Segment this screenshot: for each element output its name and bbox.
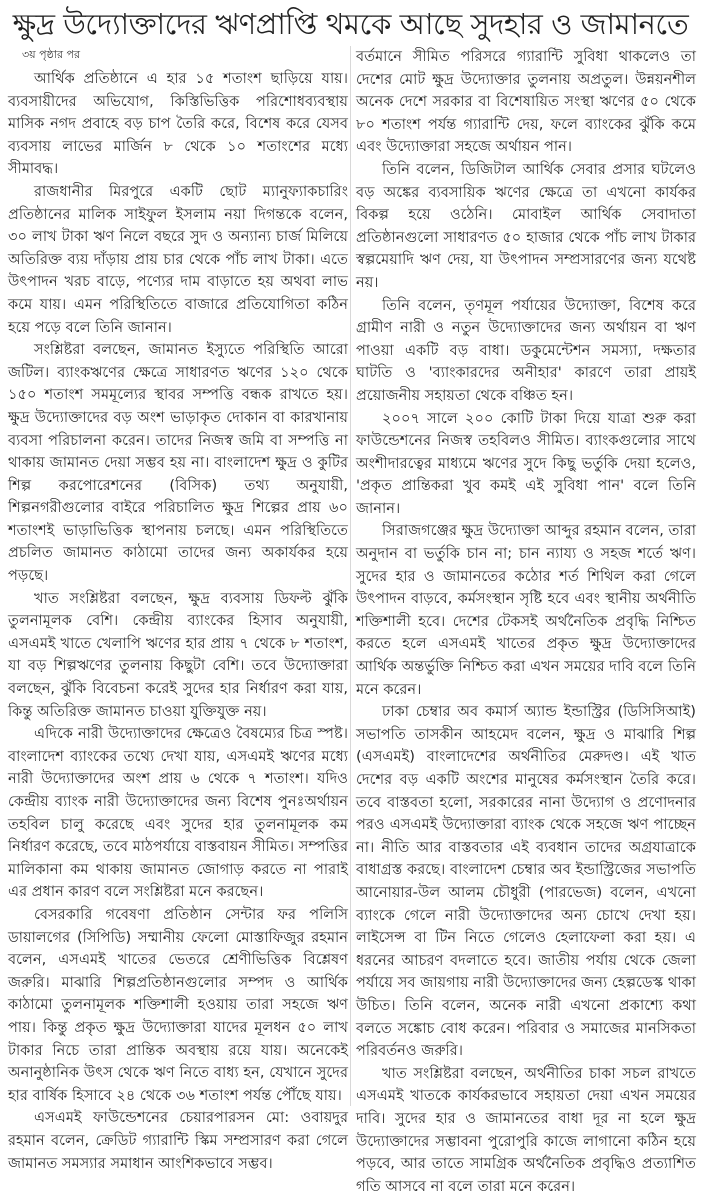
paragraph: সংশ্লিষ্টরা বলছেন, জামানত ইস্যুতে পরিস্থিতি আরো জটিল। ব্যাংকঋণের ক্ষেত্রে সাধারণত ঋণের ১২০ থেকে ১৫০ শতাংশ সমমূল্যের স্থাবর সম্পত্তি বন্ধক রাখতে হয়। ক্ষুদ্র উদ্যোক্তাদের বড় অংশ ভাড়াকৃত দোকান বা কারখানায় ব্যবসা পরিচালনা করেন। তাদের নিজস্ব জমি বা সম্পত্তি না থাকায় জামানত দেয়া সম্ভব হয় না। বাংলাদেশ ক্ষুদ্র ও কুটির শিল্প করপোরেশনের (বিসিক) তথ্য অনুযায়ী, শিল্পনগরীগুলোর বাইরে পরিচালিত ক্ষুদ্র শিল্পের প্রায় ৬০ শতাংশই ভাড়াভিত্তিক স্থাপনায় চলছে। এমন পরিস্থিতিতে প্রচলিত জামানত কাঠামো তাদের জন্য অকার্যকর হয়ে পড়ছে। [8,341,348,585]
paragraph: এসএমই ফাউন্ডেশনের চেয়ারপারসন মো: ওবায়দুর রহমান বলেন, ক্রেডিট গ্যারান্টি স্কিম সম্প্রসারণ করা গেলে জামানত সমস্যার সমাধান আংশিকভাবে সম্ভব। [8,1109,348,1172]
paragraph: ঢাকা চেম্বার অব কমার্স অ্যান্ড ইন্ডাস্ট্রির (ডিসিসিআই) সভাপতি তাসকীন আহমেদ বলেন, ক্ষুদ্র ও মাঝারি শিল্প (এসএমই) বাংলাদেশের অর্থনীতির মেরুদণ্ড। এই খাত দেশের বড় একটি অংশের মানুষের কর্মসংস্থান তৈরি করে। তবে বাস্তবতা হলো, সরকারের নানা উদ্যোগ ও প্রণোদনার পরও এসএমই উদ্যোক্তারা ব্যাংক থেকে সহজে ঋণ পাচ্ছেন না। নীতি আর বাস্তবতার এই ব্যবধান তাদের অগ্রযাত্রাকে বাধাগ্রস্ত করছে। বাংলাদেশ চেম্বার অব ইন্ডাস্ট্রিজের সভাপতি আনোয়ার-উল আলম চৌধুরী (পারভেজ) বলেন, এখনো ব্যাংকে গেলে নারী উদ্যোক্তাদের অন্য চোখে দেখা হয়। লাইসেন্স বা টিন নিতে গেলেও হেলাফেলা করা হয়। এ ধরনের আচরণ বদলাতে হবে। জাতীয় পর্যায় থেকে জেলা পর্যায়ে সব জায়গায় নারী উদ্যোক্তাদের জন্য হেল্পডেস্ক থাকা উচিত। তিনি বলেন, অনেক নারী এখনো প্রকাশ্যে কথা বলতে সঙ্কোচ বোধ করেন। পরিবার ও সমাজের মানসিকতা পরিবর্তনও জরুরি। [356,703,696,1060]
paragraph: খাত সংশ্লিষ্টরা বলছেন, ক্ষুদ্র ব্যবসায় ডিফল্ট ঝুঁকি তুলনামূলক বেশি। কেন্দ্রীয় ব্যাংকের হিসাব অনুযায়ী, এসএমই খাতে খেলাপি ঋণের হার প্রায় ৭ থেকে ৮ শতাংশ, যা বড় শিল্পঋণের তুলনায় কিছুটা বেশি। তবে উদ্যোক্তারা বলছেন, ঝুঁকি বিবেচনা করেই সুদের হার নির্ধারণ করা যায়, কিন্তু অতিরিক্ত জামানত চাওয়া যুক্তিযুক্ত নয়। [8,589,348,720]
paragraph: বর্তমানে সীমিত পরিসরে গ্যারান্টি সুবিধা থাকলেও তা দেশের মোট ক্ষুদ্র উদ্যোক্তার তুলনায় অপ্রতুল। উন্নয়নশীল অনেক দেশে সরকার বা বিশেষায়িত সংস্থা ঋণের ৫০ থেকে ৮০ শতাংশ পর্যন্ত গ্যারান্টি দেয়, ফলে ব্যাংকের ঝুঁকি কমে এবং উদ্যোক্তারা সহজে অর্থায়ন পান। [356,48,696,156]
column-divider [350,46,351,1106]
continuation-kicker: ৩য় পৃষ্ঠার পর [22,48,81,61]
paragraph: রাজধানীর মিরপুরে একটি ছোট ম্যানুফ্যাকচারিং প্রতিষ্ঠানের মালিক সাইফুল ইসলাম নয়া দিগন্তকে বলেন, ৩০ লাখ টাকা ঋণ নিলে বছরে সুদ ও অন্যান্য চার্জ মিলিয়ে অতিরিক্ত ব্যয় দাঁড়ায় প্রায় চার থেকে পাঁচ লাখ টাকা। এতে উৎপাদন খরচ বাড়ে, পণ্যের দাম বাড়াতে হয় অথবা লাভ কমে যায়। এমন পরিস্থিতিতে বাজারে প্রতিযোগিতা কঠিন হয়ে পড়ে বলে তিনি জানান। [8,182,348,336]
headline: ক্ষুদ্র উদ্যোক্তাদের ঋণপ্রাপ্তি থমকে আছে সুদহার ও জামানতে [12,7,689,41]
paragraph: তিনি বলেন, তৃণমূল পর্যায়ের উদ্যোক্তা, বিশেষ করে গ্রামীণ নারী ও নতুন উদ্যোক্তাদের জন্য অর্থায়ন বা ঋণ পাওয়া একটি বড় বাধা। ডকুমেন্টেশন সমস্যা, দক্ষতার ঘাটতি ও 'ব্যাংকারদের অনীহার' কারণে তারা প্রায়ই প্রয়োজনীয় সহায়তা থেকে বঞ্চিত হন। [356,296,696,404]
paragraph: আর্থিক প্রতিষ্ঠানে এ হার ১৫ শতাংশ ছাড়িয়ে যায়। ব্যবসায়ীদের অভিযোগ, কিস্তিভিত্তিক পরিশোধব্যবস্থায় মাসিক নগদ প্রবাহে বড় চাপ তৈরি করে, বিশেষ করে যেসব ব্যবসায় লাভের মার্জিন ৮ থেকে ১০ শতাংশের মধ্যে সীমাবদ্ধ। [8,70,348,178]
left-column [8,46,348,1175]
paragraph: এদিকে নারী উদ্যোক্তাদের ক্ষেত্রেও বৈষম্যের চিত্র স্পষ্ট। বাংলাদেশ ব্যাংকের তথ্যে দেখা যায়, এসএমই ঋণের মধ্যে নারী উদ্যোক্তাদের অংশ প্রায় ৬ থেকে ৭ শতাংশ। যদিও কেন্দ্রীয় ব্যাংক নারী উদ্যোক্তাদের জন্য বিশেষ পুনঃঅর্থায়ন তহবিল চালু করেছে এবং সুদের হার তুলনামূলক কম নির্ধারণ করেছে, তবে মাঠপর্যায়ে বাস্তবায়ন সীমিত। সম্পত্তির মালিকানা কম থাকায় জামানত জোগাড় করতে না পারাই এর প্রধান কারণ বলে সংশ্লিষ্টরা মনে করছেন। [8,725,348,901]
paragraph: খাত সংশ্লিষ্টরা বলছেন, অর্থনীতির চাকা সচল রাখতে এসএমই খাতকে কার্যকরভাবে সহায়তা দেয়া এখন সময়ের দাবি। সুদের হার ও জামানতের বাধা দূর না হলে ক্ষুদ্র উদ্যোক্তাদের সম্ভাবনা পুরোপুরি কাজে লাগানো কঠিন হয়ে পড়বে, আর তাতে সামগ্রিক অর্থনৈতিক প্রবৃদ্ধিও প্রত্যাশিত গতি আসবে না বলে তারা মনে করেন। [356,1064,696,1195]
paragraph: সিরাজগঞ্জের ক্ষুদ্র উদ্যোক্তা আব্দুর রহমান বলেন, তারা অনুদান বা ভর্তুকি চান না; চান ন্যায্য ও সহজ শর্তে ঋণ। সুদের হার ও জামানতের কঠোর শর্ত শিথিল করা গেলে উৎপাদন বাড়বে, কর্মসংস্থান সৃষ্টি হবে এবং স্থানীয় অর্থনীতি শক্তিশালী হবে। দেশের টেকসই অর্থনৈতিক প্রবৃদ্ধি নিশ্চিত করতে হলে এসএমই খাতের প্রকৃত ক্ষুদ্র উদ্যোক্তাদের আর্থিক অন্তর্ভুক্তি নিশ্চিত করা এখন সময়ের দাবি বলে তিনি মনে করেন। [356,522,696,698]
paragraph: ২০০৭ সালে ২০০ কোটি টাকা দিয়ে যাত্রা শুরু করা ফাউন্ডেশনের নিজস্ব তহবিলও সীমিত। ব্যাংকগুলোর সাথে অংশীদারত্বের মাধ্যমে ঋণের সুদে কিছু ভর্তুকি দেয়া হলেও, 'প্রকৃত প্রান্তিকরা খুব কমই এই সুবিধা পান' বলে তিনি জানান। [356,409,696,517]
paragraph: তিনি বলেন, ডিজিটাল আর্থিক সেবার প্রসার ঘটলেও বড় অঙ্কের ব্যবসায়িক ঋণের ক্ষেত্রে তা এখনো কার্যকর বিকল্প হয়ে ওঠেনি। মোবাইল আর্থিক সেবাদাতা প্রতিষ্ঠানগুলো সাধারণত ৫০ হাজার থেকে পাঁচ লাখ টাকার স্বল্পমেয়াদি ঋণ দেয়, যা উৎপাদন সম্প্রসারণের জন্য যথেষ্ট নয়। [356,160,696,291]
right-column [356,46,696,1198]
paragraph: বেসরকারি গবেষণা প্রতিষ্ঠান সেন্টার ফর পলিসি ডায়ালগের (সিপিডি) সম্মানীয় ফেলো মোস্তাফিজুর রহমান বলেন, এসএমই খাতের ভেতরে শ্রেণীভিত্তিক বিশ্লেষণ জরুরি। মাঝারি শিল্পপ্রতিষ্ঠানগুলোর সম্পদ ও আর্থিক কাঠামো তুলনামূলক শক্তিশালী হওয়ায় তারা সহজে ঋণ পায়। কিন্তু প্রকৃত ক্ষুদ্র উদ্যোক্তারা যাদের মূলধন ৫০ লাখ টাকার নিচে তারা প্রান্তিক অবস্থায় রয়ে যায়। অনেকেই অনানুষ্ঠানিক উৎস থেকে ঋণ নিতে বাধ্য হন, যেখানে সুদের হার বার্ষিক হিসাবে ২৪ থেকে ৩৬ শতাংশ পর্যন্ত পৌঁছে যায়। [8,905,348,1104]
